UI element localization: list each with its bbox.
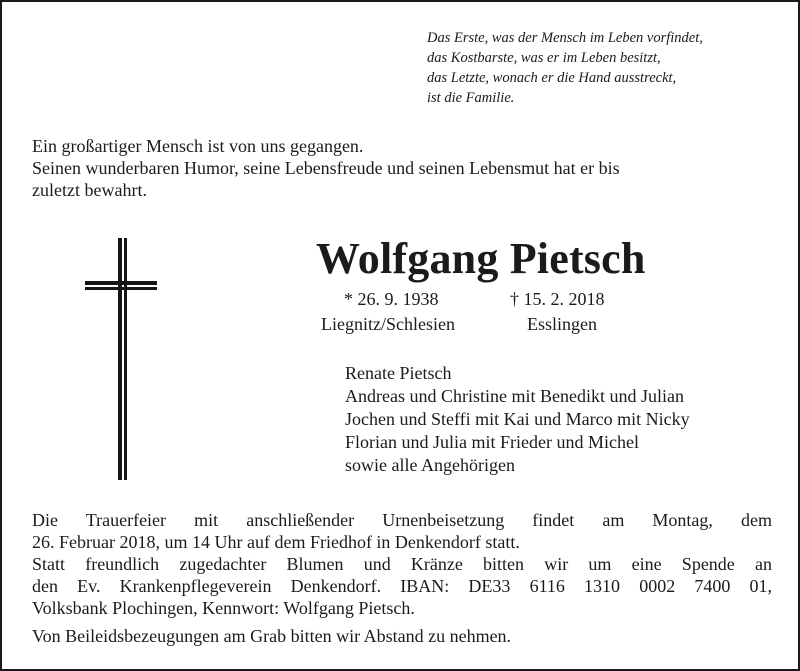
death-date: † 15. 2. 2018 bbox=[510, 289, 605, 309]
footer-line: Die Trauerfeier mit anschließender Urnenbeisetzung findet am Montag, dem bbox=[32, 510, 772, 530]
intro-text bbox=[32, 135, 772, 201]
birth-date: * 26. 9. 1938 bbox=[344, 289, 439, 309]
mourner-line: Florian und Julia mit Frieder und Michel bbox=[345, 432, 639, 452]
quote-line: Das Erste, was der Mensch im Leben vorfindet, bbox=[427, 30, 703, 46]
death-place: Esslingen bbox=[527, 314, 597, 334]
quote-line: das Kostbarste, was er im Leben besitzt, bbox=[427, 50, 661, 66]
birth-place: Liegnitz/Schlesien bbox=[321, 314, 455, 334]
mourner-line: sowie alle Angehörigen bbox=[345, 455, 515, 475]
mourner-line: Renate Pietsch bbox=[345, 363, 452, 383]
footer-line: Von Beileidsbezeugungen am Grab bitten wir Abstand zu nehmen. bbox=[32, 626, 512, 646]
footer-line: Volksbank Plochingen, Kennwort: Wolfgang Pietsch. bbox=[32, 598, 415, 618]
family-quote bbox=[427, 28, 703, 108]
intro-line: Ein großartiger Mensch ist von uns gegangen. bbox=[32, 136, 364, 156]
mourner-line: Andreas und Christine mit Benedikt und Julian bbox=[345, 386, 684, 406]
mourners-list bbox=[345, 362, 690, 477]
deceased-name: Wolfgang Pietsch bbox=[316, 234, 646, 283]
funeral-details bbox=[32, 509, 772, 647]
footer-line: 26. Februar 2018, um 14 Uhr auf dem Friedhof in Denkendorf statt. bbox=[32, 532, 520, 552]
intro-line: Seinen wunderbaren Humor, seine Lebensfreude und seinen Lebensmut hat er bis bbox=[32, 158, 620, 178]
quote-line: das Letzte, wonach er die Hand ausstreckt, bbox=[427, 70, 677, 86]
footer-line: Statt freundlich zugedachter Blumen und Kränze bitten wir um eine Spende an bbox=[32, 554, 772, 574]
mourner-line: Jochen und Steffi mit Kai und Marco mit Nicky bbox=[345, 409, 690, 429]
intro-line: zuletzt bewahrt. bbox=[32, 180, 147, 200]
footer-line: den Ev. Krankenpflegeverein Denkendorf. IBAN: DE33 6116 1310 0002 7400 01, bbox=[32, 576, 772, 596]
quote-line: ist die Familie. bbox=[427, 90, 515, 106]
